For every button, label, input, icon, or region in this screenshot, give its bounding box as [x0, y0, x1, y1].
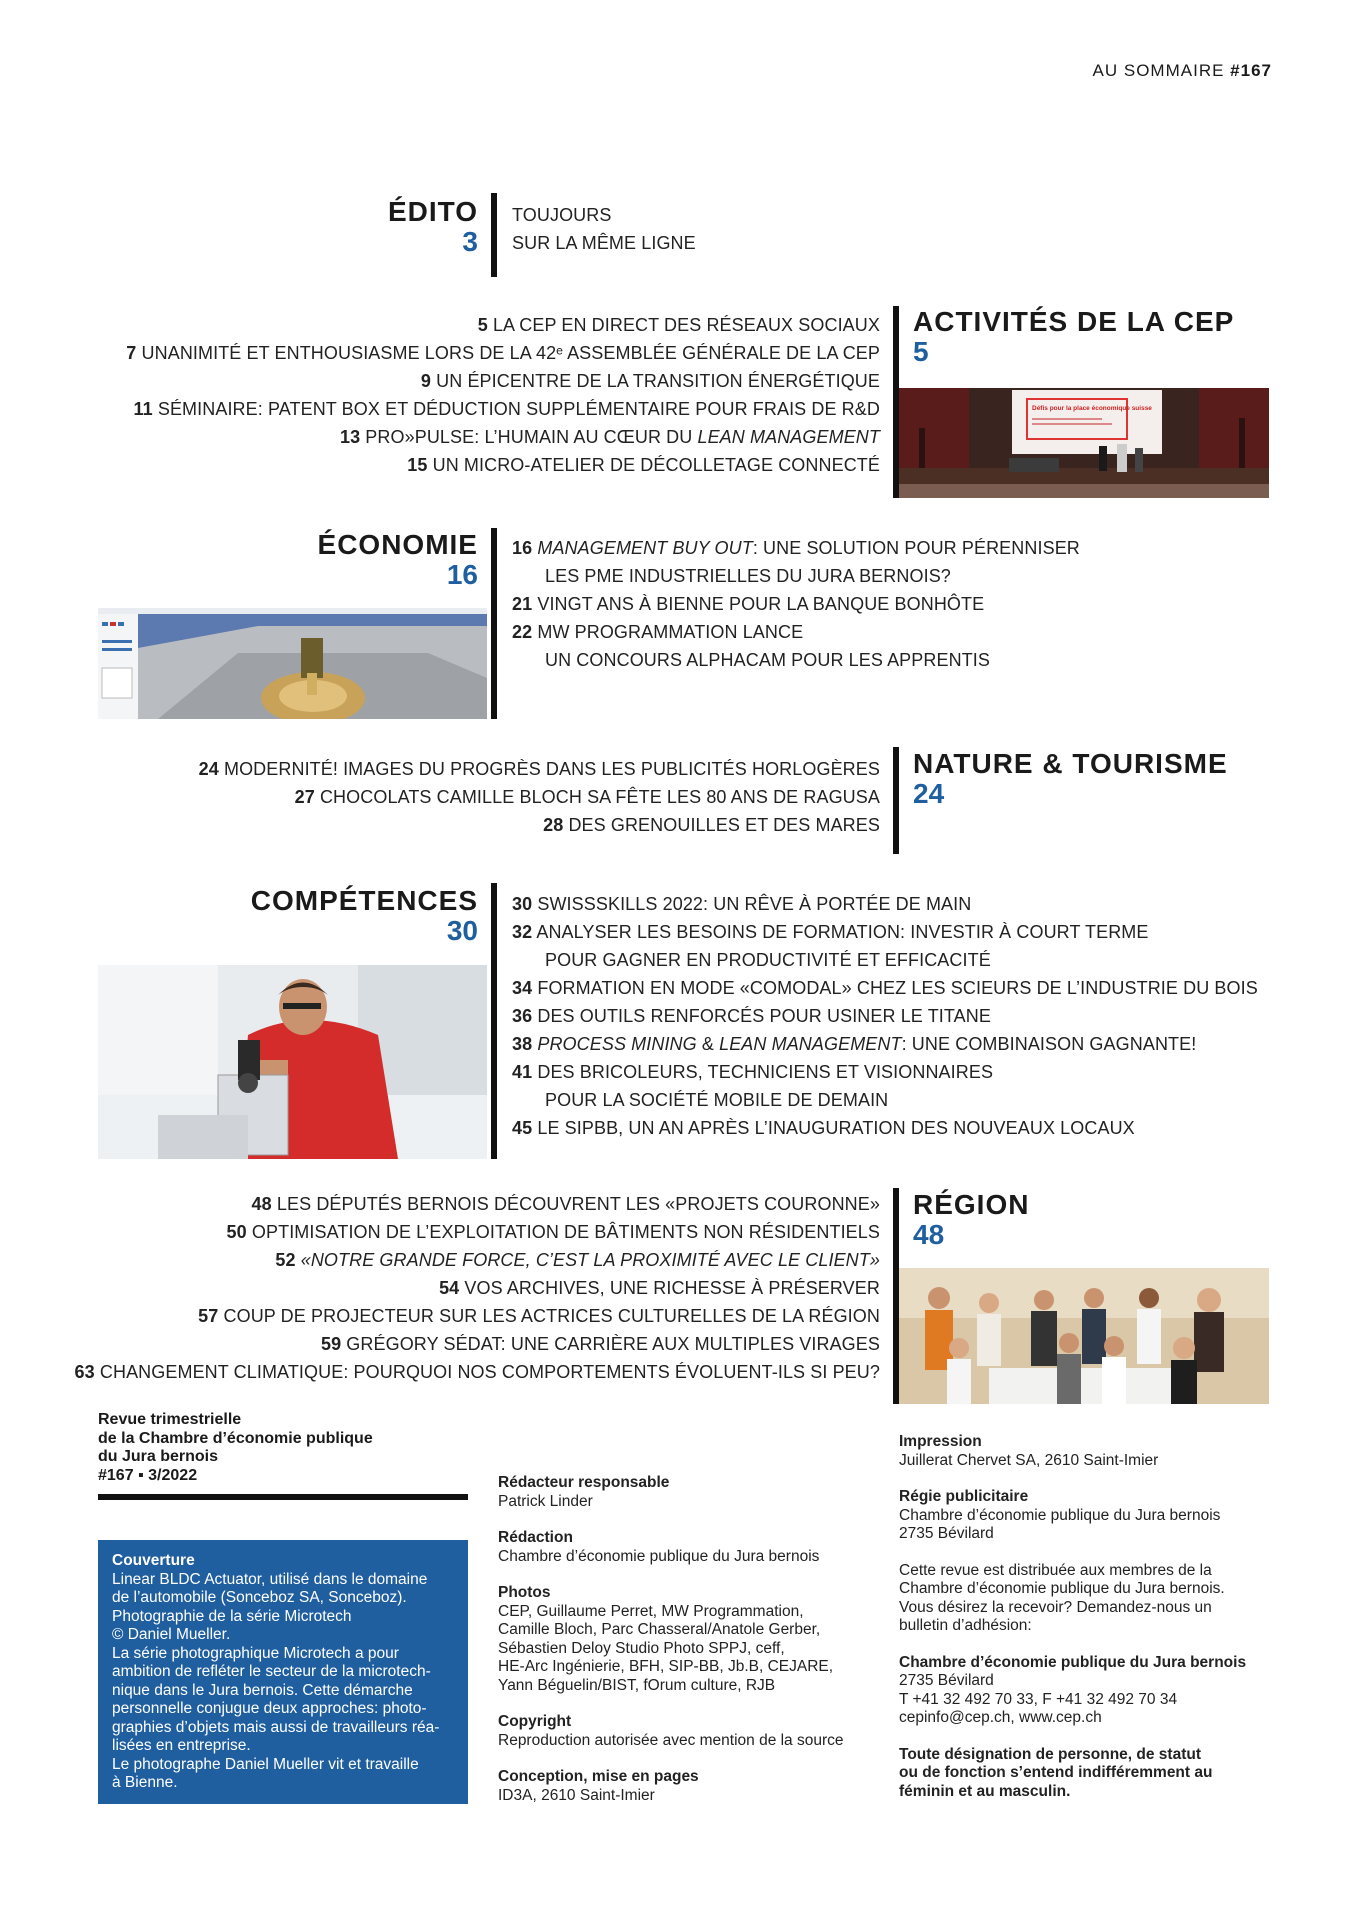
economie-title: ÉCONOMIE — [317, 529, 478, 560]
economie-heading — [318, 530, 478, 590]
list-item-cont: UN CONCOURS ALPHACAM POUR LES APPRENTIS — [545, 650, 990, 670]
cover-line: Le photographe Daniel Mueller vit et travaille — [112, 1755, 419, 1773]
list-item[interactable]: 27 CHOCOLATS CAMILLE BLOCH SA FÊTE LES 80 ANS DE RAGUSA — [294, 787, 880, 807]
assembly-photo — [899, 388, 1269, 498]
list-item[interactable]: 5 LA CEP EN DIRECT DES RÉSEAUX SOCIAUX — [477, 315, 880, 335]
cover-line: personnelle conjugue deux approches: photo- — [112, 1700, 427, 1717]
list-item[interactable]: 16 MANAGEMENT BUY OUT: UNE SOLUTION POUR PÉRENNISER — [512, 538, 1080, 558]
disclaimer-line: Toute désignation de personne, de statut — [899, 1745, 1201, 1763]
list-item-cont: POUR GAGNER EN PRODUCTIVITÉ ET EFFICACITÉ — [545, 950, 991, 970]
list-item[interactable]: 54 VOS ARCHIVES, UNE RICHESSE À PRÉSERVER — [439, 1278, 880, 1298]
region-heading — [913, 1190, 1029, 1250]
list-item[interactable]: 52 «NOTRE GRANDE FORCE, C’EST LA PROXIMITÉ AVEC LE CLIENT» — [275, 1250, 880, 1270]
list-item[interactable]: 7 UNANIMITÉ ET ENTHOUSIASME LORS DE LA 42ᵉ ASSEMBLÉE GÉNÉRALE DE LA CEP — [126, 343, 880, 363]
cover-line: de l’automobile (Sonceboz SA, Sonceboz). — [112, 1589, 407, 1606]
credit-line: Chambre d’économie publique du Jura bernois — [899, 1506, 1221, 1524]
economie-list — [512, 534, 1080, 674]
header-label: AU SOMMAIRE — [1092, 61, 1225, 80]
credit-block — [498, 1713, 844, 1750]
competences-page: 30 — [446, 915, 478, 946]
cover-line: Photographie de la série Microtech — [112, 1607, 352, 1625]
economie-page: 16 — [446, 559, 478, 590]
masthead-line: #167 ▪ 3/2022 — [98, 1466, 198, 1484]
competences-title: COMPÉTENCES — [250, 885, 478, 916]
credit-block — [899, 1562, 1246, 1636]
list-item-cont: POUR LA SOCIÉTÉ MOBILE DE DEMAIN — [545, 1090, 889, 1110]
masthead-line: de la Chambre d’économie publique — [98, 1429, 373, 1447]
activites-heading — [913, 307, 1234, 367]
cover-line: Linear BLDC Actuator, utilisé dans le domaine — [112, 1570, 428, 1588]
credit-heading: Régie publicitaire — [899, 1488, 1029, 1505]
credit-block — [498, 1768, 844, 1805]
list-item[interactable]: 34 FORMATION EN MODE «COMODAL» CHEZ LES SCIEURS DE L’INDUSTRIE DU BOIS — [512, 978, 1258, 998]
list-item[interactable]: 59 GRÉGORY SÉDAT: UNE CARRIÈRE AUX MULTIPLES VIRAGES — [320, 1334, 880, 1354]
credit-block — [899, 1433, 1246, 1470]
credit-line: cepinfo@cep.ch, www.cep.ch — [899, 1709, 1102, 1726]
cover-line: à Bienne. — [112, 1774, 178, 1791]
region-page: 48 — [913, 1219, 945, 1250]
disclaimer — [899, 1746, 1246, 1802]
credit-block — [498, 1474, 844, 1511]
list-item[interactable]: 13 PRO»PULSE: L’HUMAIN AU CŒUR DU LEAN MANAGEMENT — [339, 427, 880, 447]
cover-line: nique dans le Jura bernois. Cette démarche — [112, 1681, 413, 1699]
credit-heading: Copyright — [498, 1713, 572, 1730]
competences-heading — [251, 886, 478, 946]
credit-heading: Chambre d’économie publique du Jura bernois — [899, 1653, 1247, 1671]
cover-line: ambition de refléter le secteur de la microtech- — [112, 1663, 431, 1680]
list-item[interactable]: 28 DES GRENOUILLES ET DES MARES — [543, 815, 880, 835]
credit-line: bulletin d’adhésion: — [899, 1617, 1032, 1634]
credit-heading: Impression — [899, 1433, 982, 1450]
credit-line: Reproduction autorisée avec mention de la source — [498, 1731, 844, 1749]
list-item[interactable]: 50 OPTIMISATION DE L’EXPLOITATION DE BÂTIMENTS NON RÉSIDENTIELS — [226, 1222, 880, 1242]
apprentice-photo — [98, 965, 487, 1159]
nature-list — [199, 755, 880, 839]
credit-block — [899, 1654, 1246, 1728]
issue-number: #167 — [1230, 61, 1272, 80]
list-item[interactable]: 32 ANALYSER LES BESOINS DE FORMATION: INVESTIR À COURT TERME — [512, 922, 1149, 942]
credit-line: Cette revue est distribuée aux membres de la — [899, 1561, 1212, 1579]
credit-heading: Rédaction — [498, 1529, 573, 1546]
list-item[interactable]: 63 CHANGEMENT CLIMATIQUE: POURQUOI NOS COMPORTEMENTS ÉVOLUENT-ILS SI PEU? — [74, 1362, 880, 1382]
masthead — [98, 1411, 373, 1485]
credits-middle — [498, 1474, 844, 1823]
competences-list — [512, 890, 1258, 1142]
list-item[interactable]: 30 SWISSSKILLS 2022: UN RÊVE À PORTÉE DE MAIN — [512, 894, 972, 914]
edito-divider — [491, 193, 497, 277]
nature-divider — [893, 747, 899, 854]
list-item-cont: LES PME INDUSTRIELLES DU JURA BERNOIS? — [545, 566, 951, 586]
activites-list — [126, 311, 880, 479]
credit-block — [899, 1488, 1246, 1544]
list-item[interactable]: 57 COUP DE PROJECTEUR SUR LES ACTRICES CULTURELLES DE LA RÉGION — [198, 1306, 880, 1326]
disclaimer-line: féminin et au masculin. — [899, 1782, 1071, 1800]
cover-credit-box — [98, 1540, 468, 1804]
credit-line: 2735 Bévilard — [899, 1525, 994, 1542]
credit-block — [498, 1584, 844, 1695]
credits-right — [899, 1433, 1246, 1819]
cam-software-image — [98, 608, 487, 719]
list-item[interactable]: 15 UN MICRO-ATELIER DE DÉCOLLETAGE CONNECTÉ — [407, 455, 880, 475]
credit-heading: Conception, mise en pages — [498, 1768, 699, 1785]
activites-title: ACTIVITÉS DE LA CEP — [913, 306, 1235, 337]
list-item[interactable]: 11 SÉMINAIRE: PATENT BOX ET DÉDUCTION SUPPLÉMENTAIRE POUR FRAIS DE R&D — [133, 399, 880, 419]
credit-line: Chambre d’économie publique du Jura bernois — [498, 1547, 820, 1565]
credit-line: Patrick Linder — [498, 1492, 593, 1510]
credit-line: Camille Bloch, Parc Chasseral/Anatole Gerber, — [498, 1621, 821, 1638]
list-item[interactable]: 41 DES BRICOLEURS, TECHNICIENS ET VISIONNAIRES — [512, 1062, 994, 1082]
list-item[interactable]: 45 LE SIPBB, UN AN APRÈS L’INAUGURATION DES NOUVEAUX LOCAUX — [512, 1118, 1135, 1138]
region-title: RÉGION — [913, 1189, 1030, 1220]
list-item[interactable]: 48 LES DÉPUTÉS BERNOIS DÉCOUVRENT LES «PROJETS COURONNE» — [251, 1194, 880, 1214]
edito-heading — [388, 197, 478, 257]
masthead-line: Revue trimestrielle — [98, 1411, 242, 1428]
list-item[interactable]: 9 UN ÉPICENTRE DE LA TRANSITION ÉNERGÉTIQUE — [420, 371, 880, 391]
credit-line: HE-Arc Ingénierie, BFH, SIP-BB, Jb.B, CEJARE, — [498, 1658, 834, 1675]
list-item[interactable]: 21 VINGT ANS À BIENNE POUR LA BANQUE BONHÔTE — [512, 594, 985, 614]
credit-line: Vous désirez la recevoir? Demandez-nous un — [899, 1598, 1212, 1616]
list-item[interactable]: 22 MW PROGRAMMATION LANCE — [512, 622, 804, 642]
screen-title: Défis pour la place économique suisse — [1032, 405, 1152, 412]
credit-line: CEP, Guillaume Perret, MW Programmation, — [498, 1602, 804, 1620]
page-header — [1093, 61, 1272, 81]
region-list — [75, 1190, 880, 1386]
cover-line: La série photographique Microtech a pour — [112, 1644, 399, 1662]
credit-heading: Rédacteur responsable — [498, 1474, 670, 1491]
edito-title: ÉDITO — [387, 196, 478, 227]
edito-line: SUR LA MÊME LIGNE — [512, 233, 696, 253]
edito-list — [512, 201, 696, 257]
nature-page: 24 — [913, 778, 945, 809]
disclaimer-line: ou de fonction s’entend indifféremment au — [899, 1764, 1213, 1781]
group-photo — [899, 1268, 1269, 1404]
credit-block — [498, 1529, 844, 1566]
credit-line: Juillerat Chervet SA, 2610 Saint-Imier — [899, 1451, 1159, 1469]
edito-line: TOUJOURS — [512, 205, 612, 225]
credit-line: T +41 32 492 70 33, F +41 32 492 70 34 — [899, 1690, 1178, 1708]
credit-heading: Photos — [498, 1584, 551, 1601]
nature-title: NATURE & TOURISME — [913, 748, 1228, 779]
credit-line: Chambre d’économie publique du Jura bernois. — [899, 1580, 1225, 1597]
list-item[interactable]: 36 DES OUTILS RENFORCÉS POUR USINER LE TITANE — [512, 1006, 991, 1026]
cover-heading: Couverture — [112, 1552, 195, 1569]
edito-page: 3 — [462, 226, 478, 257]
list-item[interactable]: 24 MODERNITÉ! IMAGES DU PROGRÈS DANS LES PUBLICITÉS HORLOGÈRES — [198, 759, 880, 779]
masthead-line: du Jura bernois — [98, 1448, 219, 1465]
credit-line: Yann Béguelin/BIST, fOrum culture, RJB — [498, 1676, 776, 1694]
list-item[interactable]: 38 PROCESS MINING & LEAN MANAGEMENT: UNE COMBINAISON GAGNANTE! — [512, 1034, 1197, 1054]
cover-line: lisées en entreprise. — [112, 1737, 251, 1754]
credit-line: ID3A, 2610 Saint-Imier — [498, 1786, 655, 1804]
masthead-rule — [98, 1494, 468, 1500]
credit-line: 2735 Bévilard — [899, 1672, 994, 1689]
nature-heading — [913, 749, 1228, 809]
competences-divider — [491, 883, 497, 1159]
cover-line: © Daniel Mueller. — [112, 1626, 231, 1643]
credit-line: Sébastien Deloy Studio Photo SPPJ, ceff, — [498, 1639, 785, 1657]
cover-line: graphies d’objets mais aussi de travailleurs réa- — [112, 1718, 440, 1736]
activites-page: 5 — [913, 336, 929, 367]
economie-divider — [491, 528, 497, 719]
